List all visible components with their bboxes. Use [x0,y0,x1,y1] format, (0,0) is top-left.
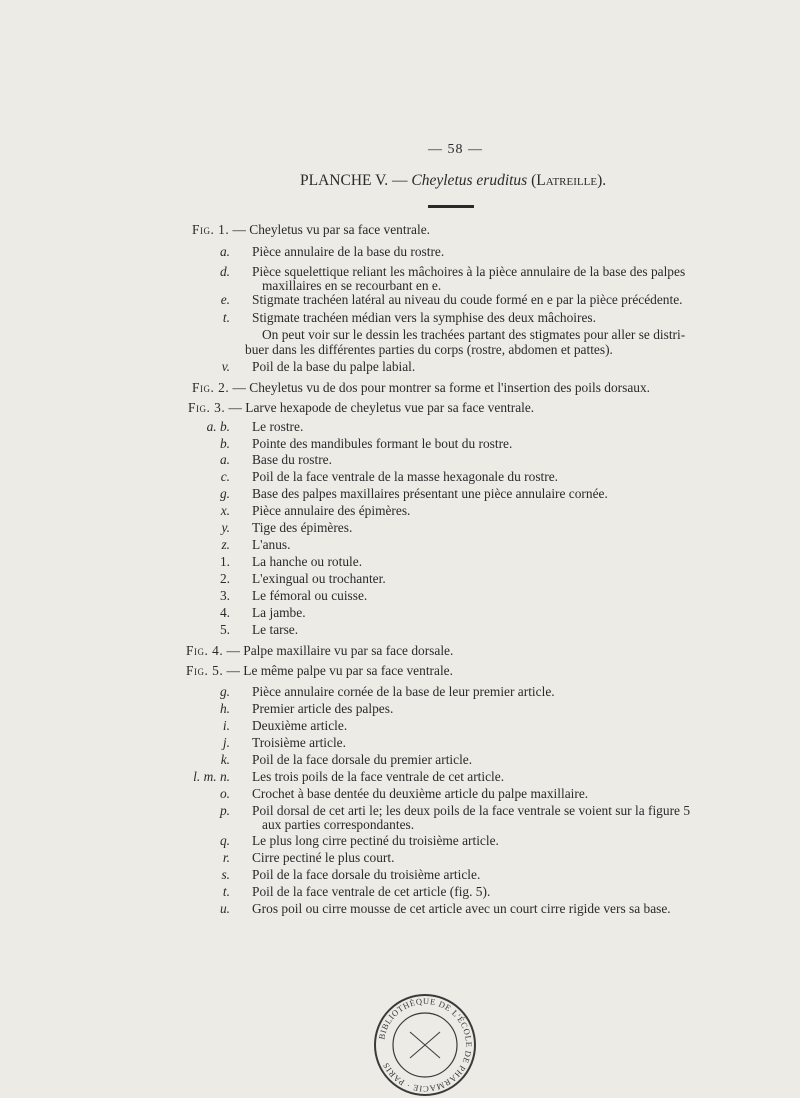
item-text: La jambe. [252,605,306,620]
item-key: j. [222,735,230,750]
plate-title-author: Latreille [536,172,598,189]
fig2-text: — Cheyletus vu de dos pour montrer sa forme et l'insertion des poils dorsaux. [232,380,650,395]
item-text: Premier article des palpes. [252,701,394,716]
item-text: Tige des épimères. [252,520,353,535]
item-continuation: aux parties correspondantes. [262,817,415,832]
fig5-text: — Le même palpe vu par sa face ventrale. [226,663,453,678]
plate-title-author-open: ( [527,172,537,189]
item-key: x. [220,503,230,518]
item-key: 3. [219,588,230,603]
fig1-text: — Cheyletus vu par sa face ventrale. [232,222,430,237]
fig3-label: Fig. 3. [188,400,226,415]
item-text: Le fémoral ou cuisse. [252,588,368,603]
fig1-note-line1: On peut voir sur le dessin les trachées partant des stigmates pour aller se distri- [262,327,686,342]
item-text: Les trois poils de la face ventrale de cet article. [252,769,505,784]
item-text: Gros poil ou cirre mousse de cet article avec un court cirre rigide vers sa base. [252,901,671,916]
fig2-label: Fig. 2. [192,380,230,395]
item-key: y. [221,520,230,535]
item-key: s. [221,867,230,882]
item-text: Poil dorsal de cet arti le; les deux poils de la face ventrale se voient sur la figure 5 [252,803,691,818]
item-text: Pièce squelettique reliant les mâchoires à la pièce annulaire de la base des palpes [252,264,686,279]
item-key: c. [220,469,230,484]
stamp-text: BIBLIOTHÈQUE DE L'ÉCOLE DE PHARMACIE · PARIS [376,995,475,1095]
item-key: 5. [219,622,230,637]
fig1-heading [192,222,430,238]
item-key: k. [220,752,230,767]
item-text: Pièce annulaire de la base du rostre. [252,244,445,259]
item-key: d. [219,264,230,279]
item-key: e. [220,292,230,307]
item-key: p. [219,803,230,818]
item-text: Poil de la face ventrale de la masse hexagonale du rostre. [252,469,558,484]
item-text: Poil de la face ventrale de cet article (fig. 5). [252,884,491,899]
item-text: Pointe des mandibules formant le bout du rostre. [252,436,513,451]
plate-title [300,172,606,190]
item-text: Crochet à base dentée du deuxième article du palpe maxillaire. [252,786,589,801]
item-text: Pièce annulaire des épimères. [252,503,411,518]
item-text: L'anus. [252,537,291,552]
fig4-heading [186,643,453,659]
item-text: Le rostre. [252,419,304,434]
item-key: 2. [219,571,230,586]
item-text: La hanche ou rotule. [252,554,363,569]
item-key: a. [219,452,230,467]
fig4-text: — Palpe maxillaire vu par sa face dorsale. [226,643,454,658]
item-key: g. [219,684,230,699]
fig5-heading [186,663,453,679]
fig3-heading [188,400,534,416]
fig1-label: Fig. 1. [192,222,230,237]
item-continuation: maxillaires en se recourbant en e. [262,278,442,293]
item-key: o. [219,786,230,801]
item-key: z. [221,537,230,552]
item-text: Le tarse. [252,622,299,637]
fig5-label: Fig. 5. [186,663,224,678]
item-key: l. m. n. [193,769,230,784]
item-key: q. [219,833,230,848]
item-text: Stigmate trachéen latéral au niveau du coude formé en e par la pièce précédente. [252,292,683,307]
fig3-text: — Larve hexapode de cheyletus vue par sa face ventrale. [228,400,535,415]
plate-title-prefix: PLANCHE V. — [300,172,412,189]
fig2-heading [192,380,650,396]
plate-title-author-close: ). [597,172,607,189]
item-text: Poil de la base du palpe labial. [252,359,416,374]
item-text: L'exingual ou trochanter. [252,571,386,586]
item-key: g. [219,486,230,501]
item-text: Base du rostre. [252,452,332,467]
item-key: u. [219,901,230,916]
item-text: Stigmate trachéen médian vers la symphise des deux mâchoires. [252,310,596,325]
item-text: Cirre pectiné le plus court. [252,850,395,865]
item-key: t. [222,310,230,325]
item-key: b. [219,436,230,451]
page-number: — 58 — [428,142,483,157]
library-stamp [372,992,478,1098]
item-key: a. [219,244,230,259]
item-key: i. [222,718,230,733]
fig1-note-line2: buer dans les différentes parties du corps (rostre, abdomen et pattes). [245,342,613,357]
item-text: Base des palpes maxillaires présentant une pièce annulaire cornée. [252,486,608,501]
item-text: Deuxième article. [252,718,348,733]
item-key: t. [222,884,230,899]
item-text: Troisième article. [252,735,346,750]
item-text: Poil de la face dorsale du premier article. [252,752,473,767]
title-rule [428,205,474,208]
item-key: h. [219,701,230,716]
item-key: 4. [219,605,230,620]
item-key: v. [221,359,230,374]
plate-title-species: Cheyletus eruditus [411,172,528,189]
item-key: 1. [219,554,230,569]
item-key: a. b. [206,419,230,434]
item-key: r. [222,850,230,865]
item-text: Pièce annulaire cornée de la base de leur premier article. [252,684,555,699]
item-text: Le plus long cirre pectiné du troisième article. [252,833,499,848]
item-text: Poil de la face dorsale du troisième article. [252,867,481,882]
fig4-label: Fig. 4. [186,643,224,658]
